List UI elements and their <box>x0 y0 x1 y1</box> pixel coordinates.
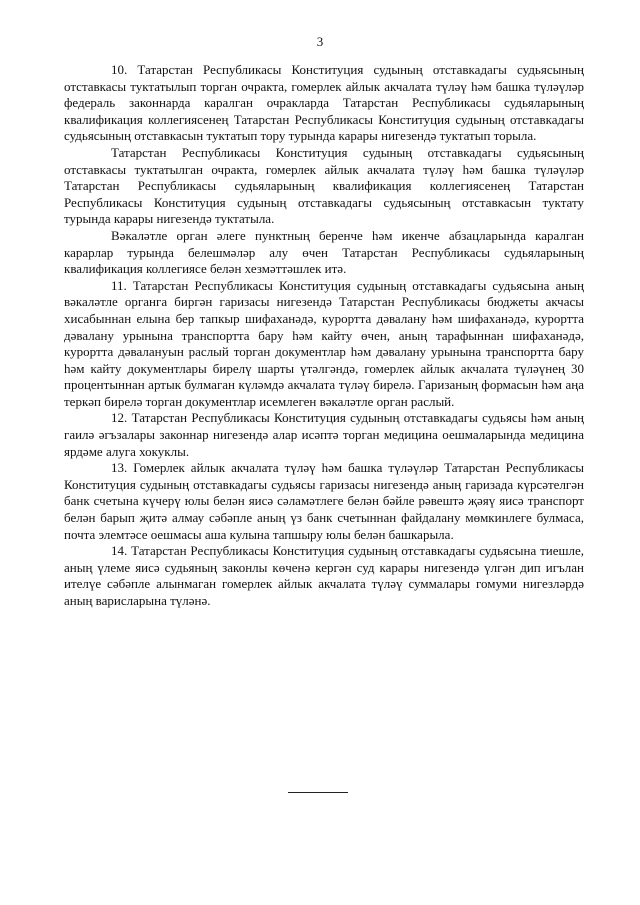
document-body <box>64 62 584 610</box>
paragraph-12: 12. Татарстан Республикасы Конституция судының отставкадагы судьясы һәм аның гаилә әгъзалары законнар нигезендә алар исәптә торган медицина оешмаларында медицина ярдәме алуга хокуклы. <box>64 410 584 459</box>
paragraph-10-second: Татарстан Республикасы Конституция судының отставкадагы судьясының отставкасы туктатылган очракта, гомерлек айлык акчалата түләү һәм башка түләүләр Татарстан Республикасы судьяларының квалификация коллегиясенең Татарстан Республикасы Конституция судының отставкадагы судьясының отставкасын туктату турында карары нигезендә туктатыла. <box>64 144 584 227</box>
closing-separator-line <box>288 792 348 793</box>
paragraph-13: 13. Гомерлек айлык акчалата түләү һәм башка түләүләр Татарстан Республикасы Конституция судының отставкадагы судьясы гаризасы нигезендә аның гаризада күрсәтелгән банк счетына күчерү юлы белән яисә сәламәтлеге белән бәйле рәвештә җәяү яисә транспорт белән барып җитә алмау сәбәпле аның үз банк счетыннан файдалану мөмкинлеге булмаса, почта элемтәсе оешмасы аша кулына тапшыру юлы белән башкарыла. <box>64 460 584 542</box>
paragraph-11: 11. Татарстан Республикасы Конституция судының отставкадагы судьясына аның вәкаләтле органга биргән гаризасы нигезендә Татарстан Республикасы бюджеты акчасы хисабыннан елына бер тапкыр шифаханәдә, курортта дәвалану һәм шифаханәдә, курортта дәвалану урынына транспортта бару һәм кайту өчен, аның тарафыннан шифаханәдә, курортта дәвалануын раслый торган документлар һәм дәвалану урынына транспортта бару һәм кайту документлары бирелү шарты үтәлгәндә, гомерлек айлык акчалата түләүнең 30 процентыннан артык булмаган күләмдә акчалата түләү бирелә. Гаризаның формасын һәм аңа теркәп бирелә торган документлар исемлеген вәкаләтле орган раслый. <box>64 277 584 409</box>
paragraph-10: 10. Татарстан Республикасы Конституция судының отставкадагы судьясының отставкасы туктатылып торган очракта, гомерлек айлык акчалата түләү һәм башка түләүләр федераль законнарда каралган очракларда Татарстан Республикасы судьяларының квалификация коллегиясенең Татарстан Республикасы Конституция судының отставкадагы судьясының отставкасын туктатып тору турында карары нигезендә туктатып торыла. <box>64 62 584 144</box>
paragraph-14: 14. Татарстан Республикасы Конституция судының отставкадагы судьясына тиешле, аның үлеме яисә судьяның законлы көченә кергән суд карары нигезендә үлгән дип игълан ителүе сәбәпле алынмаган гомерлек айлык акчалата түләү суммалары гомуми нигезләрдә аның варисларына түләнә. <box>64 543 584 608</box>
paragraph-10-third: Вәкаләтле орган әлеге пунктның беренче һәм икенче абзацларында каралган карарлар турында белешмәләр алу өчен Татарстан Республикасы судьяларының квалификация коллегиясе белән хезмәттәшлек итә. <box>64 227 584 277</box>
page-number: 3 <box>316 34 324 49</box>
